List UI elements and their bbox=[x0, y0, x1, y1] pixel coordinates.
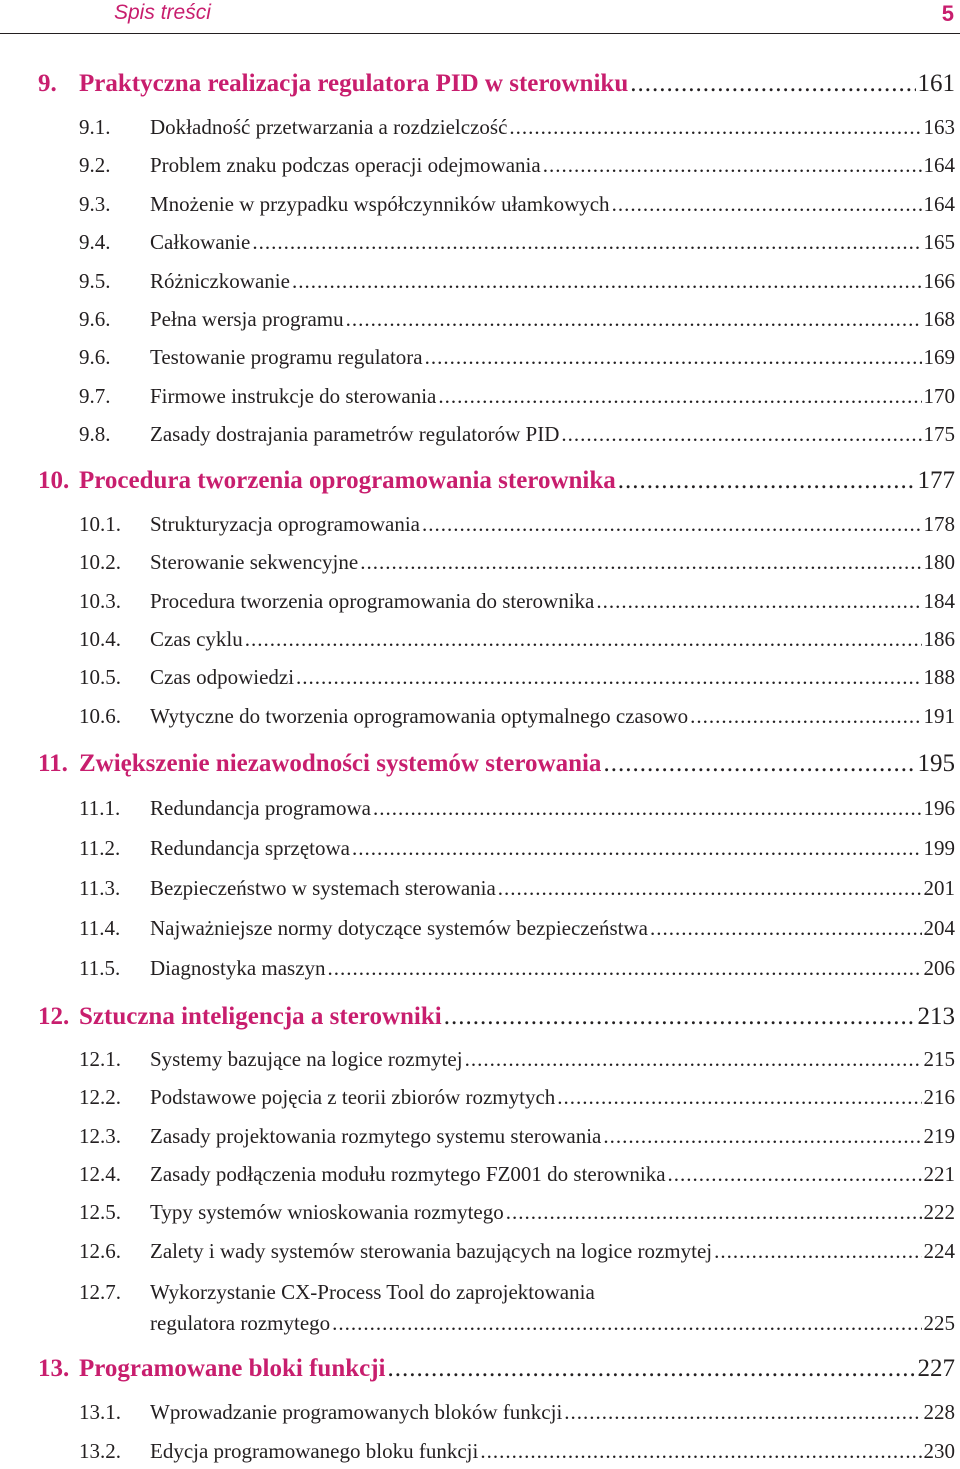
toc-entry-number: 12.5. bbox=[79, 1200, 121, 1224]
toc-entry-line bbox=[150, 956, 955, 981]
toc-entry-title: Mnożenie w przypadku współczynników ułamkowych bbox=[150, 192, 610, 216]
toc-entry-line bbox=[150, 1400, 955, 1425]
toc-entry-page: 213 bbox=[917, 1003, 955, 1030]
dot-leader bbox=[480, 1439, 921, 1464]
toc-entry-page: 227 bbox=[917, 1355, 955, 1382]
toc-section-entry[interactable] bbox=[0, 589, 960, 619]
toc-entry-number: 13.1. bbox=[79, 1400, 121, 1424]
toc-entry-title: Zwiększenie niezawodności systemów sterowania bbox=[79, 750, 602, 777]
running-title: Spis treści bbox=[114, 1, 211, 24]
dot-leader bbox=[465, 1047, 922, 1072]
toc-section-entry[interactable] bbox=[0, 307, 960, 337]
toc-entry-page: 219 bbox=[923, 1124, 955, 1148]
toc-section-entry[interactable] bbox=[0, 704, 960, 734]
toc-entry-title: Sterowanie sekwencyjne bbox=[150, 550, 359, 574]
toc-entry-page: 206 bbox=[923, 956, 955, 980]
toc-entry-line bbox=[150, 269, 955, 294]
toc-entry-title: regulatora rozmytego bbox=[150, 1311, 331, 1335]
toc-section-entry[interactable] bbox=[0, 1439, 960, 1469]
toc-section-entry[interactable] bbox=[0, 422, 960, 452]
dot-leader bbox=[360, 550, 921, 575]
toc-entry-number: 11.4. bbox=[79, 916, 121, 940]
toc-entry-line bbox=[150, 1439, 955, 1464]
dot-leader bbox=[561, 422, 921, 447]
toc-entry-title: Czas odpowiedzi bbox=[150, 665, 295, 689]
toc-entry-page: 169 bbox=[923, 345, 955, 369]
toc-chapter-entry[interactable] bbox=[0, 1003, 960, 1033]
toc-entry-line bbox=[150, 153, 955, 178]
toc-section-entry[interactable] bbox=[0, 192, 960, 222]
toc-entry-page: 224 bbox=[923, 1239, 955, 1263]
toc-entry-title: Firmowe instrukcje do sterowania bbox=[150, 384, 437, 408]
toc-section-entry[interactable] bbox=[0, 1047, 960, 1077]
dot-leader bbox=[650, 916, 922, 941]
toc-entry-title-line1: Wykorzystanie CX-Process Tool do zaprojektowania bbox=[150, 1280, 595, 1304]
toc-entry-line bbox=[150, 1085, 955, 1110]
toc-entry-page: 228 bbox=[923, 1400, 955, 1424]
toc-section-entry[interactable] bbox=[0, 1400, 960, 1430]
toc-entry-number: 10.5. bbox=[79, 665, 121, 689]
toc-entry-line bbox=[150, 1162, 955, 1187]
dot-leader bbox=[630, 70, 915, 98]
toc-chapter-entry[interactable] bbox=[0, 467, 960, 497]
dot-leader bbox=[603, 1124, 921, 1149]
toc-section-entry[interactable] bbox=[0, 1085, 960, 1115]
dot-leader bbox=[352, 836, 921, 861]
toc-entry-title: Wytyczne do tworzenia oprogramowania optymalnego czasowo bbox=[150, 704, 689, 728]
toc-entry-page: 199 bbox=[923, 836, 955, 860]
toc-entry-line bbox=[150, 627, 955, 652]
toc-entry-number: 12.7. bbox=[79, 1280, 121, 1304]
toc-entry-number: 12.1. bbox=[79, 1047, 121, 1071]
toc-entry-page: 164 bbox=[923, 153, 955, 177]
toc-entry-page: 221 bbox=[923, 1162, 955, 1186]
toc-entry-title: Diagnostyka maszyn bbox=[150, 956, 326, 980]
toc-entry-title: Dokładność przetwarzania a rozdzielczość bbox=[150, 115, 508, 139]
dot-leader bbox=[668, 1162, 922, 1187]
dot-leader bbox=[618, 467, 916, 495]
toc-entry-title: Zasady podłączenia modułu rozmytego FZ001 do sterownika bbox=[150, 1162, 666, 1186]
toc-section-entry[interactable] bbox=[0, 876, 960, 906]
toc-entry-number: 10.2. bbox=[79, 550, 121, 574]
dot-leader bbox=[543, 153, 922, 178]
dot-leader bbox=[422, 512, 922, 537]
toc-entry-line bbox=[150, 422, 955, 447]
toc-entry-page: 186 bbox=[923, 627, 955, 651]
dot-leader bbox=[603, 750, 915, 778]
toc-entry-title: Praktyczna realizacja regulatora PID w sterowniku bbox=[79, 70, 629, 97]
toc-entry-number: 9.6. bbox=[79, 307, 111, 331]
toc-entry-number: 10.6. bbox=[79, 704, 121, 728]
toc-entry-line bbox=[150, 192, 955, 217]
toc-section-entry[interactable] bbox=[0, 230, 960, 260]
toc-entry-page: 166 bbox=[923, 269, 955, 293]
toc-entry-page: 188 bbox=[923, 665, 955, 689]
toc-entry-page: 222 bbox=[923, 1200, 955, 1224]
toc-entry-number: 10.4. bbox=[79, 627, 121, 651]
toc-entry-page: 204 bbox=[923, 916, 955, 940]
toc-section-entry[interactable] bbox=[0, 153, 960, 183]
toc-entry-number: 9.8. bbox=[79, 422, 111, 446]
toc-entry-line bbox=[150, 876, 955, 901]
toc-section-entry[interactable] bbox=[0, 1239, 960, 1269]
dot-leader bbox=[444, 1003, 916, 1031]
toc-entry-number: 12.6. bbox=[79, 1239, 121, 1263]
toc-entry-line bbox=[150, 704, 955, 729]
toc-section-entry[interactable] bbox=[0, 627, 960, 657]
toc-entry-page: 175 bbox=[923, 422, 955, 446]
toc-section-entry[interactable] bbox=[0, 796, 960, 826]
dot-leader bbox=[245, 627, 922, 652]
toc-entry-page: 180 bbox=[923, 550, 955, 574]
dot-leader bbox=[564, 1400, 921, 1425]
toc-entry-number: 12.2. bbox=[79, 1085, 121, 1109]
toc-entry-page: 215 bbox=[923, 1047, 955, 1071]
toc-entry-title: Zasady dostrajania parametrów regulatorów PID bbox=[150, 422, 560, 446]
toc-entry-line bbox=[150, 1311, 955, 1336]
dot-leader bbox=[292, 269, 922, 294]
toc-entry-title: Typy systemów wnioskowania rozmytego bbox=[150, 1200, 504, 1224]
toc-chapter-entry[interactable] bbox=[0, 70, 960, 100]
dot-leader bbox=[557, 1085, 921, 1110]
toc-entry-number: 12.3. bbox=[79, 1124, 121, 1148]
toc-entry-number: 9.3. bbox=[79, 192, 111, 216]
toc-entry-page: 184 bbox=[923, 589, 955, 613]
toc-entry-title: Edycja programowanego bloku funkcji bbox=[150, 1439, 479, 1463]
toc-section-entry[interactable] bbox=[0, 1280, 960, 1342]
toc-entry-line bbox=[150, 384, 955, 409]
toc-entry-title: Zasady projektowania rozmytego systemu sterowania bbox=[150, 1124, 602, 1148]
toc-entry-line bbox=[150, 345, 955, 370]
toc-entry-title: Podstawowe pojęcia z teorii zbiorów rozmytych bbox=[150, 1085, 556, 1109]
toc-entry-line bbox=[150, 1047, 955, 1072]
toc-entry-number: 11.3. bbox=[79, 876, 121, 900]
dot-leader bbox=[438, 384, 921, 409]
toc-section-entry[interactable] bbox=[0, 1162, 960, 1192]
toc-entry-line bbox=[150, 115, 955, 140]
toc-chapter-entry[interactable] bbox=[0, 750, 960, 780]
toc-section-entry[interactable] bbox=[0, 384, 960, 414]
toc-entry-number: 11.1. bbox=[79, 796, 121, 820]
dot-leader bbox=[373, 796, 921, 821]
dot-leader bbox=[498, 876, 922, 901]
toc-entry-page: 170 bbox=[923, 384, 955, 408]
toc-section-entry[interactable] bbox=[0, 115, 960, 145]
toc-entry-number: 12.4. bbox=[79, 1162, 121, 1186]
toc-section-entry[interactable] bbox=[0, 269, 960, 299]
toc-entry-line bbox=[79, 467, 955, 495]
toc-section-entry[interactable] bbox=[0, 836, 960, 866]
toc-entry-line bbox=[150, 512, 955, 537]
toc-entry-number: 10.3. bbox=[79, 589, 121, 613]
toc-entry-page: 168 bbox=[923, 307, 955, 331]
toc-entry-number: 11. bbox=[38, 750, 68, 777]
toc-entry-page: 196 bbox=[923, 796, 955, 820]
toc-entry-title: Systemy bazujące na logice rozmytej bbox=[150, 1047, 463, 1071]
toc-section-entry[interactable] bbox=[0, 665, 960, 695]
toc-entry-number: 9.1. bbox=[79, 115, 111, 139]
toc-entry-number: 9.6. bbox=[79, 345, 111, 369]
toc-entry-title: Pełna wersja programu bbox=[150, 307, 344, 331]
toc-section-entry[interactable] bbox=[0, 345, 960, 375]
toc-entry-line bbox=[150, 550, 955, 575]
toc-entry-title: Czas cyklu bbox=[150, 627, 243, 651]
toc-entry-line bbox=[150, 589, 955, 614]
toc-entry-page: 225 bbox=[923, 1311, 955, 1335]
dot-leader bbox=[509, 115, 921, 140]
toc-entry-page: 163 bbox=[923, 115, 955, 139]
dot-leader bbox=[296, 665, 921, 690]
toc-entry-title: Wprowadzanie programowanych bloków funkcji bbox=[150, 1400, 563, 1424]
toc-entry-number: 13. bbox=[38, 1355, 70, 1382]
toc-entry-number: 9.2. bbox=[79, 153, 111, 177]
toc-entry-title: Problem znaku podczas operacji odejmowania bbox=[150, 153, 541, 177]
toc-entry-line bbox=[79, 1355, 955, 1383]
toc-entry-line bbox=[150, 665, 955, 690]
toc-entry-title: Zalety i wady systemów sterowania bazujących na logice rozmytej bbox=[150, 1239, 713, 1263]
toc-entry-line bbox=[150, 916, 955, 941]
dot-leader bbox=[596, 589, 921, 614]
toc-entry-number: 10.1. bbox=[79, 512, 121, 536]
toc-entry-number: 9. bbox=[38, 70, 57, 97]
toc-entry-title: Najważniejsze normy dotyczące systemów bezpieczeństwa bbox=[150, 916, 648, 940]
dot-leader bbox=[332, 1311, 921, 1336]
toc-section-entry[interactable] bbox=[0, 916, 960, 946]
toc-entry-page: 216 bbox=[923, 1085, 955, 1109]
toc-entry-page: 164 bbox=[923, 192, 955, 216]
toc-entry-number: 9.7. bbox=[79, 384, 111, 408]
toc-entry-title: Redundancja sprzętowa bbox=[150, 836, 351, 860]
toc-section-entry[interactable] bbox=[0, 956, 960, 986]
toc-entry-page: 165 bbox=[923, 230, 955, 254]
toc-entry-number: 9.4. bbox=[79, 230, 111, 254]
toc-entry-line bbox=[150, 796, 955, 821]
toc-entry-number: 10. bbox=[38, 467, 70, 494]
toc-entry-line bbox=[79, 750, 955, 778]
toc-entry-title: Całkowanie bbox=[150, 230, 251, 254]
dot-leader bbox=[425, 345, 922, 370]
toc-entry-page: 230 bbox=[923, 1439, 955, 1463]
toc-chapter-entry[interactable] bbox=[0, 1355, 960, 1385]
toc-entry-page: 201 bbox=[923, 876, 955, 900]
toc-entry-number: 11.2. bbox=[79, 836, 121, 860]
toc-entry-title: Procedura tworzenia oprogramowania do sterownika bbox=[150, 589, 595, 613]
dot-leader bbox=[388, 1355, 916, 1383]
toc-entry-number: 12. bbox=[38, 1003, 70, 1030]
toc-entry-line bbox=[150, 230, 955, 255]
toc-entry-page: 191 bbox=[923, 704, 955, 728]
toc-entry-page: 195 bbox=[917, 750, 955, 777]
toc-entry-title: Różniczkowanie bbox=[150, 269, 290, 293]
dot-leader bbox=[612, 192, 922, 217]
toc-entry-line bbox=[150, 307, 955, 332]
toc-entry-title: Programowane bloki funkcji bbox=[79, 1355, 386, 1382]
dot-leader bbox=[252, 230, 921, 255]
toc-entry-line bbox=[150, 1239, 955, 1264]
toc-entry-number: 11.5. bbox=[79, 956, 121, 980]
toc-entry-page: 178 bbox=[923, 512, 955, 536]
toc-entry-title: Bezpieczeństwo w systemach sterowania bbox=[150, 876, 496, 900]
page-number: 5 bbox=[941, 1, 954, 26]
toc-entry-title: Sztuczna inteligencja a sterowniki bbox=[79, 1003, 442, 1030]
toc-entry-number: 13.2. bbox=[79, 1439, 121, 1463]
toc-entry-title: Testowanie programu regulatora bbox=[150, 345, 423, 369]
toc-entry-page: 161 bbox=[917, 70, 955, 97]
dot-leader bbox=[328, 956, 922, 981]
toc-section-entry[interactable] bbox=[0, 1200, 960, 1230]
toc-entry-line bbox=[79, 70, 955, 98]
toc-entry-title: Strukturyzacja oprogramowania bbox=[150, 512, 420, 536]
toc-entry-title: Redundancja programowa bbox=[150, 796, 372, 820]
toc-section-entry[interactable] bbox=[0, 1124, 960, 1154]
toc-entry-line bbox=[79, 1003, 955, 1031]
toc-section-entry[interactable] bbox=[0, 550, 960, 580]
toc-entry-line bbox=[150, 1124, 955, 1149]
dot-leader bbox=[714, 1239, 921, 1264]
toc-entry-line bbox=[150, 1200, 955, 1225]
dot-leader bbox=[690, 704, 921, 729]
toc-entry-title: Procedura tworzenia oprogramowania sterownika bbox=[79, 467, 616, 494]
toc-section-entry[interactable] bbox=[0, 512, 960, 542]
toc-entry-page: 177 bbox=[917, 467, 955, 494]
toc-entry-number: 9.5. bbox=[79, 269, 111, 293]
dot-leader bbox=[346, 307, 922, 332]
toc-entry-line bbox=[150, 836, 955, 861]
dot-leader bbox=[506, 1200, 922, 1225]
